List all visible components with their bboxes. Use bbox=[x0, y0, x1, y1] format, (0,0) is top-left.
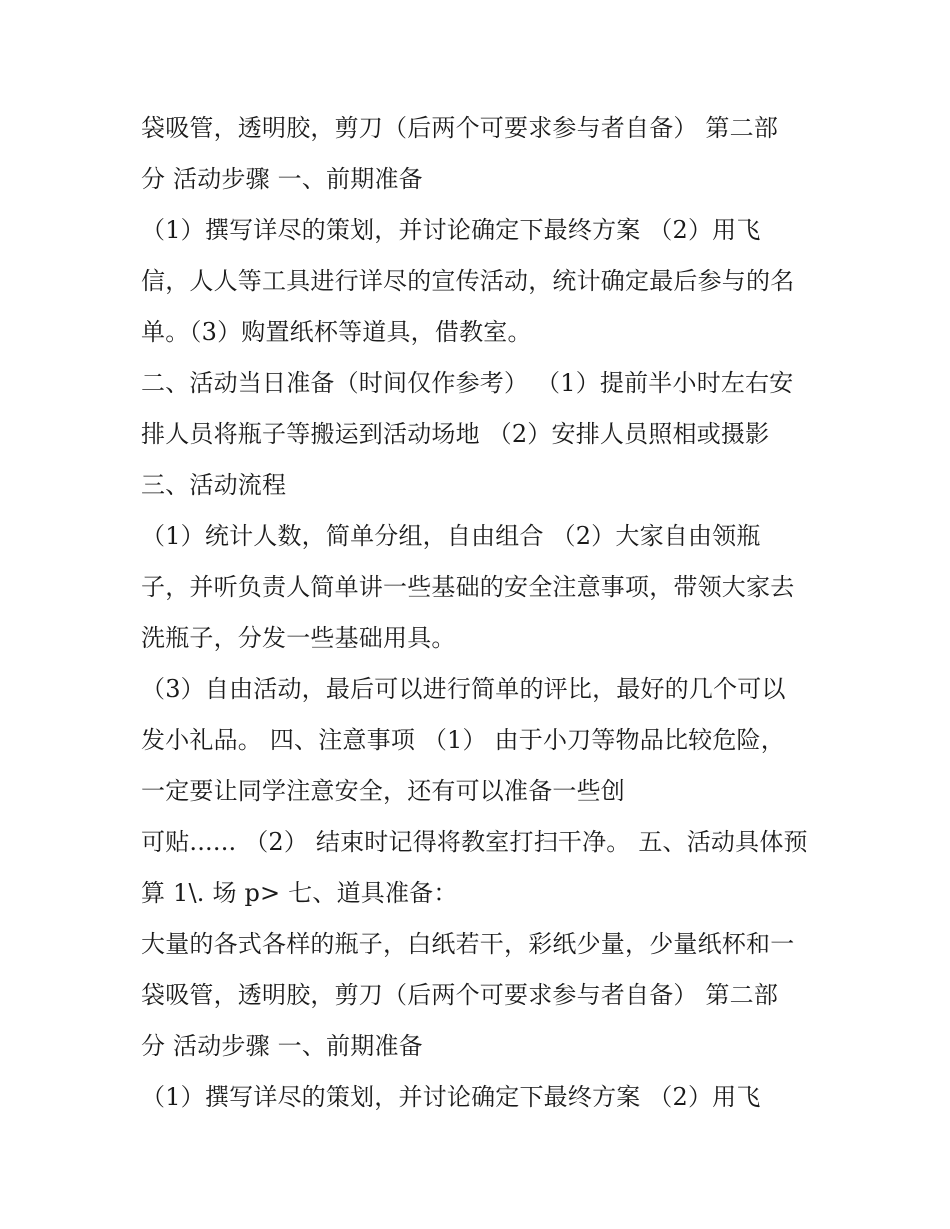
text-line: 子，并听负责人简单讲一些基础的安全注意事项，带领大家去 bbox=[141, 573, 795, 601]
text-line: 袋吸管，透明胶，剪刀（后两个可要求参与者自备） 第二部 bbox=[141, 981, 779, 1009]
text-line: 排人员将瓶子等搬运到活动场地 （2）安排人员照相或摄影 bbox=[141, 420, 770, 448]
text-line: 分 活动步骤 一、前期准备 bbox=[141, 165, 423, 193]
text-line: （3）自由活动，最后可以进行简单的评比，最好的几个可以 bbox=[141, 675, 786, 703]
text-line: 一定要让同学注意安全，还有可以准备一些创 bbox=[141, 777, 625, 805]
text-line: （1）撰写详尽的策划，并讨论确定下最终方案 （2）用飞 bbox=[141, 1083, 761, 1111]
text-line: 发小礼品。 四、注意事项 （1） 由于小刀等物品比较危险， bbox=[141, 726, 785, 754]
text-line: 洗瓶子，分发一些基础用具。 bbox=[141, 624, 456, 652]
text-line: 可贴...... （2） 结束时记得将教室打扫干净。 五、活动具体预 bbox=[141, 828, 808, 856]
text-line: 算 1\. 场 p> 七、道具准备： bbox=[141, 879, 458, 907]
text-line: 三、活动流程 bbox=[141, 471, 287, 499]
text-line: （1）撰写详尽的策划，并讨论确定下最终方案 （2）用飞 bbox=[141, 216, 761, 244]
text-line: 大量的各式各样的瓶子，白纸若干，彩纸少量，少量纸杯和一 bbox=[141, 930, 795, 958]
text-line: 分 活动步骤 一、前期准备 bbox=[141, 1032, 423, 1060]
text-line: 单。（3）购置纸杯等道具，借教室。 bbox=[141, 318, 532, 346]
text-line: 袋吸管，透明胶，剪刀（后两个可要求参与者自备） 第二部 bbox=[141, 114, 779, 142]
text-line: 二、活动当日准备（时间仅作参考） （1）提前半小时左右安 bbox=[141, 369, 794, 397]
text-line: 信，人人等工具进行详尽的宣传活动，统计确定最后参与的名 bbox=[141, 267, 795, 295]
text-line: （1）统计人数，简单分组，自由组合 （2）大家自由领瓶 bbox=[141, 522, 761, 550]
